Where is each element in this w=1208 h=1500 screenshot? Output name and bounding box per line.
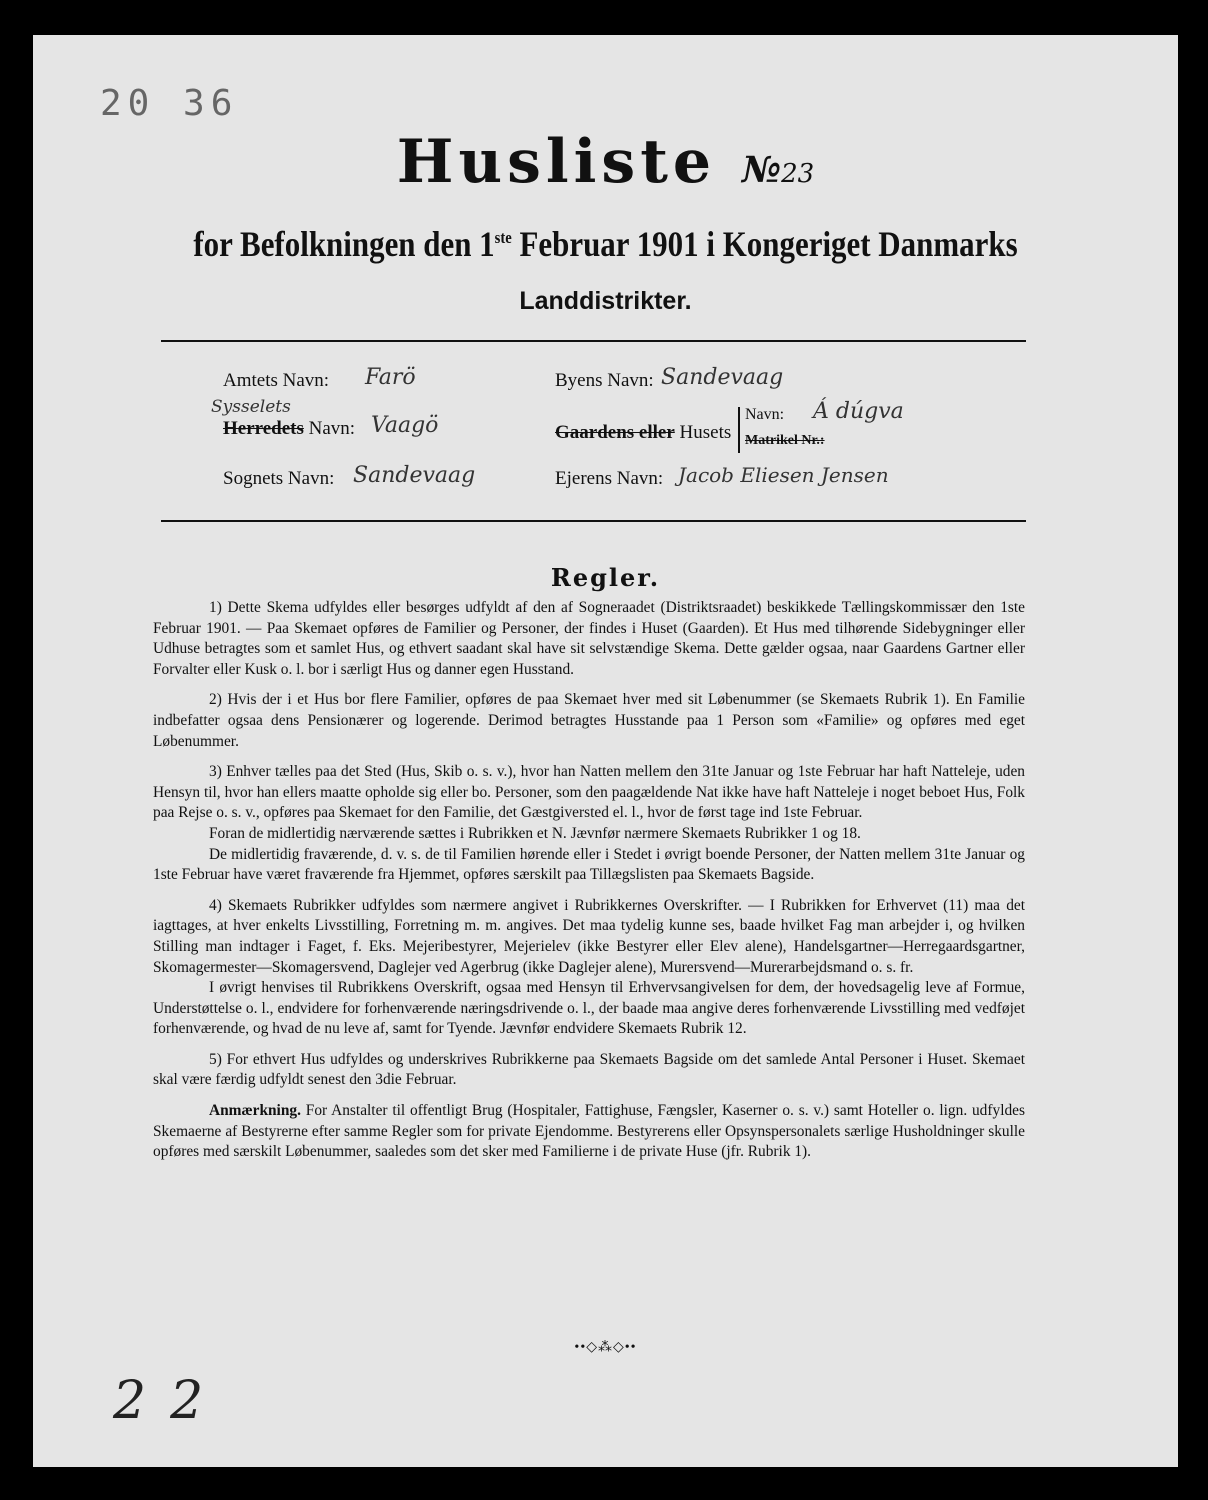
page-number: 22 [113,1371,228,1431]
subtitle-part-a: for Befolkningen den 1 [193,224,495,264]
bracket-bar [738,407,740,453]
by-value: Sandevaag [661,365,784,390]
rule-3c: De midlertidig fraværende, d. v. s. de til Familien hørende eller i Stedet i øvrigt boende Personer, der Natten mellem 31te Januar og 1ste Februar have været fraværende fra Hjemmet, opføres særskilt paa Tillægslisten paa Skemaets Bagside. [153,845,1025,884]
number-value: 23 [781,159,815,189]
rule-2: 2) Hvis der i et Hus bor flere Familier, opføres de paa Skemaet hver med sit Løbenummer (se Skemaets Rubrik 1). En Familie indbefatter ogsaa dens Pensionærer og logerende. Derimod betragtes Husstande paa 1 Person som «Familie» og opføres med eget Løbenummer. [153,691,1025,750]
title-text: Husliste [396,127,717,197]
navn-label: Navn: [745,406,785,423]
census-form-page [33,35,1178,1467]
note-label: Anmærkning. [209,1102,301,1120]
herred-label-rest: Navn: [303,418,356,439]
sogn-label: Sognets Navn: [223,468,335,489]
herred-label [223,418,355,440]
ornament-divider: ••◇⁂◇•• [574,1340,637,1355]
top-divider [161,340,1026,342]
amt-value: Farö [365,365,416,390]
herred-value: Vaagö [371,413,439,438]
matrikel-struck: Matrikel Nr.: [745,433,825,448]
husets-label: Husets [674,422,732,443]
by-label: Byens Navn: [555,370,654,391]
rule-4b: I øvrigt henvises til Rubrikkens Overskrift, ogsaa med Hensyn til Erhvervsangivelsen for dem, der hovedsagelig leve af Formue, Understøttelse o. l., endvidere for forhenværende næringsdrivende o. l., der baade maa angive deres forhenværende Livsstilling med vedføjet forhenværende, og hvad de nu leve af, samt for Tyende. Jævnfør endvidere Skemaets Rubrik 12. [153,979,1025,1038]
herred-struck: Herredets [223,418,304,439]
subtitle-sup: ste [494,228,512,247]
rule-5: 5) For ethvert Hus udfyldes og underskrives Rubrikkerne paa Skemaets Bagside om det samlede Antal Personer i Huset. Skemaet skal være færdig udfyldt senest den 3die Februar. [153,1050,1025,1089]
syssel-value: Sysselets [211,397,291,417]
form-title [33,127,1178,197]
district-heading: Landdistrikter. [519,287,692,315]
number-label: № [742,149,782,191]
rule-3b: Foran de midlertidig nærværende sættes i Rubrikken et N. Jævnfør nærmere Skemaets Rubrikker 1 og 18. [209,824,861,842]
amt-label: Amtets Navn: [223,370,330,391]
huset-label [555,422,731,444]
archive-stamp: 20 36 [100,83,239,124]
navn-value: Á dúgva [813,399,904,424]
subtitle-part-b: Februar 1901 i Kongeriget Danmarks [511,224,1018,264]
rules-heading: Regler. [550,563,661,592]
rule-3a: 3) Enhver tælles paa det Sted (Hus, Skib o. s. v.), hvor han Natten mellem den 31te Januar og 1ste Februar har haft Natteleje, uden Hensyn til, hvor han ellers maatte opholde sig eller bo. Personer, som den paagældende Nat ikke have haft Natteleje i noget beboet Hus, Folk paa Rejse o. s. v., opføres paa Skemaet for den Familie, det Gæstgiversted el. l., hvor de først tage ind 1ste Februar. [153,763,1025,822]
rule-1: 1) Dette Skema udfyldes eller besørges udfyldt af den af Sogneraadet (Distriktsraadet) beskikkede Tællingskommissær den 1ste Februar 1901. — Paa Skemaet opføres de Familier og Personer, der findes i Huset (Gaarden). Et Hus med tilhørende Sidebygninger eller Udhuse betragtes som et samlet Hus, og ethvert saadant skal have sit selvstændige Skema. Dette gælder ogsaa, naar Gaardens Gartner eller Forvalter eller Kusk o. l. bor i særligt Hus og danner egen Husstand. [153,599,1025,678]
ejer-label: Ejerens Navn: [555,468,664,489]
bottom-divider [161,520,1026,522]
note [153,1101,1025,1163]
gaard-struck: Gaardens eller [555,422,675,443]
sogn-value: Sandevaag [353,463,476,488]
rule-4a: 4) Skemaets Rubrikker udfyldes som nærmere angivet i Rubrikkernes Overskrifter. — I Rubrikken for Erhvervet (11) maa det iagttages, at hver enkelts Livsstilling, Forretning m. m. angives. Det maa tydelig kunne ses, baade hvilket Fag man arbejder i, og hvilken Stilling man indtager i Faget, f. Eks. Mejeribestyrer, Mejerielev (ikke Bestyrer eller Elev alene), Handelsgartner—Herregaardsgartner, Skomagermester—Skomagersvend, Daglejer ved Agerbrug (ikke Daglejer alene), Murersvend—Murerarbejdsmand o. s. fr. [153,896,1025,976]
note-text: For Anstalter til offentligt Brug (Hospitaler, Fattighuse, Fængsler, Kaserner o. s. v.) samt Hoteller o. lign. udfyldes Skemaerne af Bestyrerne efter samme Regler som for private Ejendomme. Bestyrerens eller Opsynspersonalets særlige Husholdninger skulle opføres med særskilt Løbenummer, saaledes som det sker med Familierne i de private Huse (jfr. Rubrik 1). [153,1102,1025,1161]
form-subtitle [113,223,1098,265]
ejer-value: Jacob Eliesen Jensen [678,463,889,487]
rules-body [153,598,1025,1173]
